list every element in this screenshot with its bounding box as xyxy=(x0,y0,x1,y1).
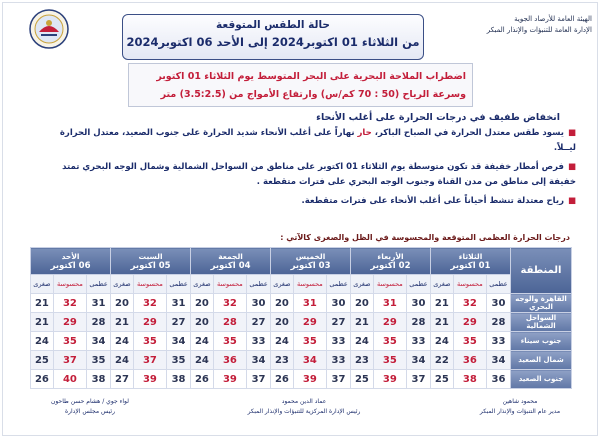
column-label-max: عظمى xyxy=(167,275,191,294)
forecast-title-box xyxy=(122,14,424,60)
temp-min: 25 xyxy=(31,351,54,370)
forecast-subtitle: انخفاض طفيف في درجات الحرارة على أغلب الأنحاء xyxy=(316,112,560,123)
column-label-max: عظمى xyxy=(87,275,111,294)
temp-min: 21 xyxy=(31,313,54,332)
temp-max: 33 xyxy=(326,332,350,351)
temp-min: 20 xyxy=(271,313,294,332)
region-header: المنطقة xyxy=(511,248,572,294)
temp-max: 27 xyxy=(326,313,350,332)
column-label-min: صغرى xyxy=(271,275,294,294)
bullet-marker-icon: ■ xyxy=(567,196,576,206)
temp-max: 37 xyxy=(406,370,430,389)
day-date: 04 اكتوبر xyxy=(210,260,251,271)
temp-min: 25 xyxy=(431,370,454,389)
temp-max: 38 xyxy=(87,370,111,389)
day-date: 01 اكتوبر xyxy=(450,260,491,271)
temp-felt: 35 xyxy=(453,332,486,351)
temp-max: 37 xyxy=(326,370,350,389)
day-name: السبت xyxy=(138,251,163,261)
day-name: الأربعاء xyxy=(377,251,404,261)
column-label-max: عظمى xyxy=(247,275,271,294)
temp-felt: 34 xyxy=(293,351,326,370)
day-header xyxy=(31,248,111,275)
temp-max: 33 xyxy=(406,332,430,351)
temp-min: 25 xyxy=(351,370,374,389)
org-line-2: الإدارة العامة للتنبؤات والإنذار المبكر xyxy=(486,26,592,34)
temp-min: 24 xyxy=(191,351,214,370)
column-label-felt: محسوسة xyxy=(453,275,486,294)
day-header xyxy=(191,248,271,275)
temp-min: 24 xyxy=(271,332,294,351)
bullet-text: رياح معتدلة تنشط أحياناً على أغلب الأنحاء على فترات متقطعة. xyxy=(301,196,564,206)
temp-min: 20 xyxy=(271,294,294,313)
temp-max: 37 xyxy=(247,370,271,389)
temp-min: 21 xyxy=(431,313,454,332)
temp-min: 21 xyxy=(431,294,454,313)
temp-felt: 35 xyxy=(133,332,166,351)
temp-felt: 35 xyxy=(373,332,406,351)
forecast-bullets xyxy=(46,126,576,213)
temp-felt: 39 xyxy=(133,370,166,389)
temp-felt: 31 xyxy=(293,294,326,313)
bullet-text: فرص أمطار خفيفة قد تكون متوسطة يوم الثلاثاء 01 اكتوبر على مناطق من السواحل الشمالية وشمال الوجه البحري تمتد خفيفة إلى مناطق من مدن القناة وجنوب الوجه البحري على فترات متقطعة . xyxy=(62,162,576,187)
temp-max: 33 xyxy=(326,351,350,370)
bullet-text: يسود طقس معتدل الحرارة في الصباح الباكر، xyxy=(371,128,564,138)
column-label-min: صغرى xyxy=(31,275,54,294)
temp-min: 20 xyxy=(191,313,214,332)
signature-3 xyxy=(10,397,170,417)
temp-min: 26 xyxy=(271,370,294,389)
bullet-marker-icon: ■ xyxy=(567,128,576,138)
temp-felt: 35 xyxy=(53,332,86,351)
temp-max: 28 xyxy=(87,313,111,332)
column-label-felt: محسوسة xyxy=(213,275,246,294)
forecast-period: من الثلاثاء 01 اكتوبر2024 إلى الأحد 06 اكتوبر2024 xyxy=(126,35,420,49)
temp-min: 24 xyxy=(351,332,374,351)
day-header xyxy=(431,248,511,275)
column-label-min: صغرى xyxy=(111,275,134,294)
bullet-wind xyxy=(46,194,576,209)
table-row xyxy=(31,313,572,332)
temp-max: 33 xyxy=(247,332,271,351)
temp-min: 26 xyxy=(191,370,214,389)
temp-max: 30 xyxy=(486,294,510,313)
day-name: الجمعة xyxy=(218,251,243,261)
temp-felt: 38 xyxy=(453,370,486,389)
temp-min: 21 xyxy=(351,313,374,332)
temp-felt: 39 xyxy=(213,370,246,389)
temp-min: 21 xyxy=(111,313,134,332)
bullet-marker-icon: ■ xyxy=(567,162,576,172)
temp-felt: 29 xyxy=(373,313,406,332)
signature-title: رئيس الإدارة المركزية للتنبؤات والإنذار المبكر xyxy=(247,408,361,415)
column-label-min: صغرى xyxy=(431,275,454,294)
column-label-felt: محسوسة xyxy=(133,275,166,294)
temp-felt: 40 xyxy=(53,370,86,389)
region-name: جنوب الصعيد xyxy=(511,370,572,389)
signature-title: مدير عام التنبؤات والإنذار المبكر xyxy=(479,408,561,415)
temp-min: 24 xyxy=(111,351,134,370)
temp-felt: 35 xyxy=(373,351,406,370)
region-name: السواحل الشمالية xyxy=(511,313,572,332)
temp-max: 34 xyxy=(87,332,111,351)
temp-max: 31 xyxy=(87,294,111,313)
temp-min: 20 xyxy=(351,294,374,313)
temp-felt: 35 xyxy=(213,332,246,351)
temp-felt: 39 xyxy=(293,370,326,389)
temp-felt: 32 xyxy=(453,294,486,313)
temp-min: 27 xyxy=(111,370,134,389)
temp-felt: 37 xyxy=(53,351,86,370)
signature-2 xyxy=(224,397,384,417)
forecast-title: حالة الطقس المتوقعة xyxy=(216,19,330,31)
signature-name: عماد الدين محمود xyxy=(281,398,327,405)
region-name: شمال الصعيد xyxy=(511,351,572,370)
marine-warning-line-1: اضطراب الملاحة البحرية على البحر المتوسط يوم الثلاثاء 01 اكتوبر xyxy=(156,71,466,82)
table-row xyxy=(31,370,572,389)
temp-felt: 36 xyxy=(213,351,246,370)
temp-min: 21 xyxy=(31,294,54,313)
temp-min: 20 xyxy=(191,294,214,313)
signature-name: لواء جوي / هشام حسن طاحون xyxy=(51,398,129,405)
marine-warning-line-2: وسرعة الرياح (50 : 70 كم/س) وارتفاع الأمواج من (3.5:2.5) متر xyxy=(160,89,466,100)
temp-max: 34 xyxy=(167,332,191,351)
temp-min: 20 xyxy=(111,294,134,313)
temp-felt: 29 xyxy=(53,313,86,332)
temp-min: 24 xyxy=(31,332,54,351)
temp-felt: 29 xyxy=(133,313,166,332)
bullet-rain xyxy=(46,160,576,190)
column-label-felt: محسوسة xyxy=(373,275,406,294)
marine-warning-box xyxy=(128,63,473,107)
day-date: 02 اكتوبر xyxy=(370,260,411,271)
temp-max: 31 xyxy=(167,294,191,313)
temp-max: 36 xyxy=(486,370,510,389)
temp-min: 23 xyxy=(351,351,374,370)
temp-min: 26 xyxy=(31,370,54,389)
table-row xyxy=(31,351,572,370)
column-label-min: صغرى xyxy=(351,275,374,294)
temp-felt: 32 xyxy=(53,294,86,313)
temp-max: 34 xyxy=(406,351,430,370)
temp-felt: 32 xyxy=(213,294,246,313)
temp-min: 22 xyxy=(431,351,454,370)
temp-max: 38 xyxy=(167,370,191,389)
temp-felt: 28 xyxy=(213,313,246,332)
meteorological-authority-logo-icon xyxy=(28,8,70,50)
signature-1 xyxy=(440,397,600,417)
region-name: القاهرة والوجه البحري xyxy=(511,294,572,313)
day-header xyxy=(271,248,351,275)
column-label-min: صغرى xyxy=(191,275,214,294)
temp-max: 28 xyxy=(406,313,430,332)
temp-max: 30 xyxy=(406,294,430,313)
temp-felt: 31 xyxy=(373,294,406,313)
day-date: 05 اكتوبر xyxy=(130,260,171,271)
temp-felt: 32 xyxy=(133,294,166,313)
temp-felt: 29 xyxy=(293,313,326,332)
temp-max: 33 xyxy=(486,332,510,351)
bullet-text: نهاراً على أغلب الأنحاء شديد الحرارة على جنوب الصعيد، معتدل الحرارة ليــلاً. xyxy=(59,128,576,153)
temp-felt: 36 xyxy=(453,351,486,370)
day-name: الأحد xyxy=(61,251,80,261)
day-name: الخميس xyxy=(295,251,326,261)
org-line-1: الهيئة العامة للأرصاد الجوية xyxy=(514,15,592,23)
column-label-felt: محسوسة xyxy=(53,275,86,294)
day-date: 06 اكتوبر xyxy=(50,260,91,271)
temp-felt: 39 xyxy=(373,370,406,389)
temp-min: 24 xyxy=(111,332,134,351)
table-row xyxy=(31,332,572,351)
signature-name: محمود شاهين xyxy=(502,398,538,405)
day-header xyxy=(351,248,431,275)
column-label-felt: محسوسة xyxy=(293,275,326,294)
region-name: جنوب سيناء xyxy=(511,332,572,351)
day-header xyxy=(111,248,191,275)
temp-felt: 35 xyxy=(293,332,326,351)
temp-min: 23 xyxy=(271,351,294,370)
signature-title: رئيس مجلس الإدارة xyxy=(64,408,116,415)
temp-min: 24 xyxy=(431,332,454,351)
table-caption: درجات الحرارة العظمى المتوقعة والمحسوسة في الظل والصغرى كالآتي : xyxy=(280,233,570,242)
bullet-highlight: حار xyxy=(357,128,372,138)
temp-felt: 37 xyxy=(133,351,166,370)
temp-max: 28 xyxy=(486,313,510,332)
temp-max: 34 xyxy=(486,351,510,370)
temp-max: 34 xyxy=(247,351,271,370)
day-date: 03 اكتوبر xyxy=(290,260,331,271)
table-row xyxy=(31,294,572,313)
organization-name xyxy=(432,14,592,36)
column-label-max: عظمى xyxy=(406,275,430,294)
day-name: الثلاثاء xyxy=(458,251,483,261)
temp-felt: 29 xyxy=(453,313,486,332)
temp-max: 30 xyxy=(326,294,350,313)
temp-max: 35 xyxy=(167,351,191,370)
temp-max: 27 xyxy=(247,313,271,332)
column-label-max: عظمى xyxy=(486,275,510,294)
temp-max: 27 xyxy=(167,313,191,332)
temp-max: 35 xyxy=(87,351,111,370)
column-label-max: عظمى xyxy=(326,275,350,294)
temp-min: 24 xyxy=(191,332,214,351)
temperature-table xyxy=(30,247,572,389)
temp-max: 30 xyxy=(247,294,271,313)
bullet-weather xyxy=(46,126,576,156)
